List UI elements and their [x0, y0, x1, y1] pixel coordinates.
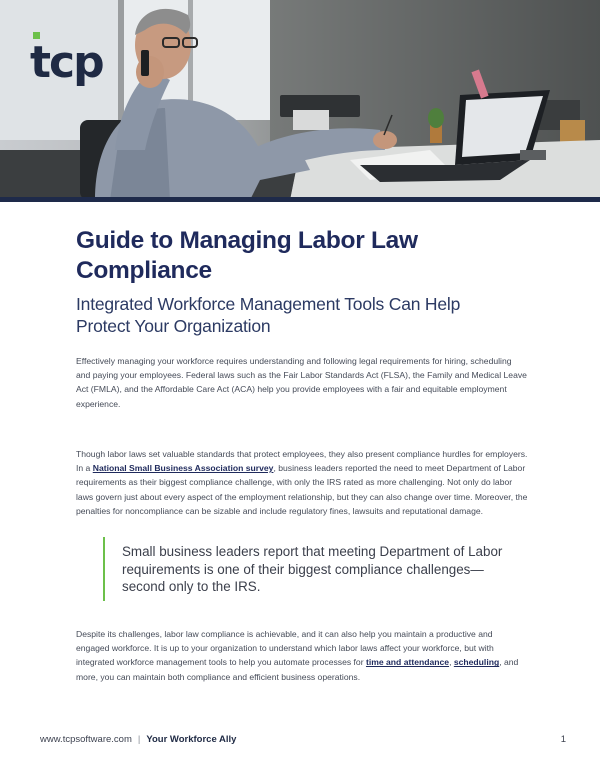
logo-text: tcp	[30, 37, 103, 88]
footer-website: www.tcpsoftware.com	[40, 734, 132, 745]
closing-text-after: , and more, you can maintain both compliance and efficient business operations.	[76, 657, 519, 682]
page-number: 1	[560, 734, 566, 745]
tcp-logo	[30, 32, 110, 92]
hurdles-text-before: Though labor laws set valuable standards that protect employees, they also present compliance hurdles for employers. In a	[76, 449, 528, 474]
scheduling-link[interactable]: scheduling	[453, 657, 500, 668]
closing-text-comma: ,	[449, 657, 454, 668]
hero-photo	[0, 0, 600, 200]
footer-separator: |	[137, 734, 141, 745]
page-subtitle: Integrated Workforce Management Tools Can Help Protect Your Organization	[76, 294, 461, 336]
intro-paragraph: Effectively managing your workforce requires understanding and following legal requirements for hiring, scheduling and paying your employees. Federal laws such as the Fair Labor Standards Act (FLSA), the Family and Medical Leave Act (FMLA), and the Affordable Care Act (ACA) help you provide employees with a fair and equitable employment experience.	[76, 356, 527, 409]
footer-tagline: Your Workforce Ally	[146, 734, 237, 745]
nsba-survey-link[interactable]: National Small Business Association survey	[92, 463, 274, 474]
hero-bottom-border	[0, 197, 600, 202]
page-footer	[40, 733, 570, 747]
time-and-attendance-link[interactable]: time and attendance	[365, 657, 450, 668]
pull-quote-text: Small business leaders report that meeting Department of Labor requirements is one of their biggest compliance challenges—second only to the IRS.	[122, 544, 503, 594]
closing-paragraph	[76, 627, 528, 684]
hurdles-text-after: , business leaders reported the need to meet Department of Labor requirements as their biggest compliance challenge, with only the IRS rated as more challenging. Not only do labor laws govern just about every aspect of the employment relationship, but they can also change over time. Moreover, the penalties for noncompliance can be sizable and include regulatory fines, lawsuits and reputational damage.	[76, 463, 528, 516]
closing-text-before: Despite its challenges, labor law compliance is achievable, and it can also help you maintain a productive and engaged workforce. It is up to your organization to understand which labor laws affect your workforce, but with integrated workforce management tools to help you automate processes for	[76, 629, 494, 668]
hurdles-paragraph	[76, 447, 528, 518]
pull-quote	[103, 537, 522, 601]
page-title: Guide to Managing Labor Law Compliance	[76, 227, 418, 284]
hero-illustration	[0, 0, 600, 200]
